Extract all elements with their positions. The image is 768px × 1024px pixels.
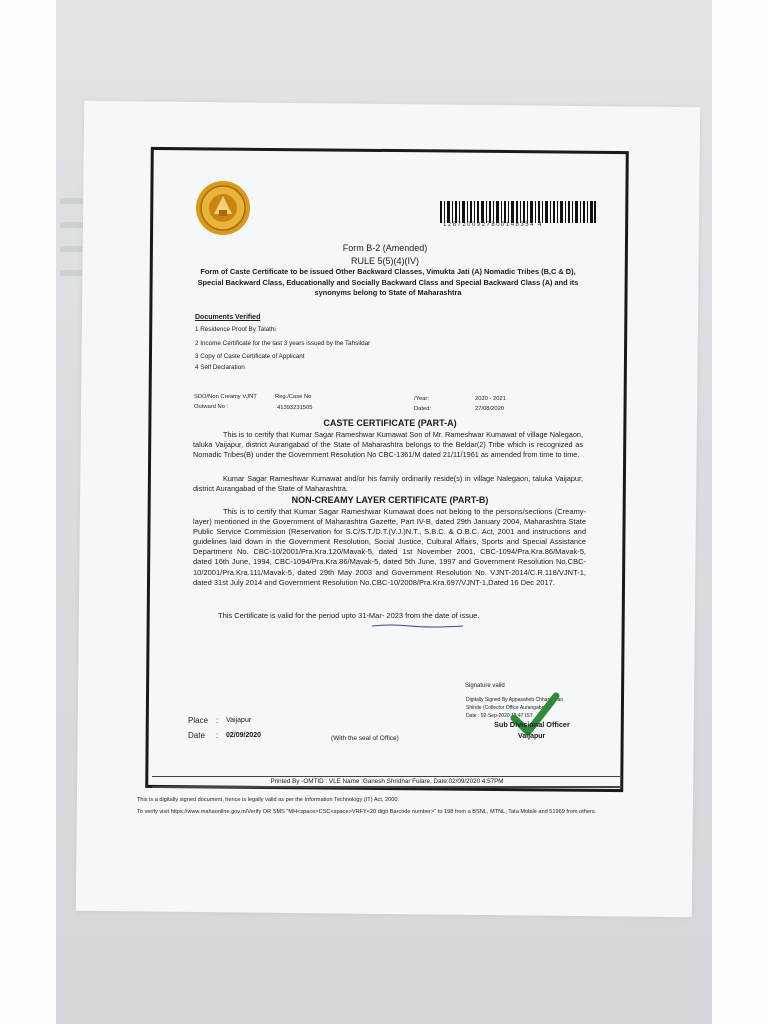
part-b-paragraph: This is to certify that Kumar Sagar Rameshwar Kumawat does not belong to the persons/sections (Creamy-layer) mentioned in the Government of Maharashtra Gazette, Part IV-B, dated 29th January 2004, Maharashtra State Public Service Commission (Reservation for S.C/S.T./D.T.(V.J.)N.T., S.B.C. & O.B.C. Act, 2001 and instructions and guidelines laid down in the Government Resolution, Social Justice, Cultural Affairs, Sports and Special Assistance Department No. CBC-10/2001/Pra.Kra.120/Mavak-5, dated 1st November 2001, CBC-1094/Pra.Kra.86/Mavak-5, dated 16th June, 1994, CBC-1094/Pra.Kra.86/Mavak-5, dated 5th June, 1997 and Government Resolution No.CBC- 10/2001/Pra.Kra.111/Mavak-5, dated 29th May 2003 and Government Resolution No. VJNT-2014/C.R.118/VJNT-1, dated 31st July 2014 and Government Resolution No.CBC-10/2008/Pra.Kra.697/VJNT-1,Dated 16 Dec 2017.	[193, 507, 586, 587]
signer-office: Shinde (Collector Office Aurangabad)	[466, 705, 549, 711]
seal-note: (With the seal of Office)	[331, 735, 399, 742]
signature-valid-label: Signature valid	[465, 683, 505, 689]
document-item: 2 Income Certificate for the last 3 years issued by the Tahsildar	[195, 340, 371, 347]
part-a-residence: Kumar Sagar Rameshwar Kumawat and/or his family ordinarily reside(s) in village Nalegaon, taluka Vaijapur, district Aurangabad of the State of Maharashtra.	[193, 474, 583, 493]
date-colon: :	[216, 731, 219, 740]
background-left	[0, 0, 56, 1024]
date-label: Date	[188, 731, 205, 740]
outward-value: 41393231505	[277, 405, 313, 411]
background-right	[712, 0, 768, 1024]
dated-label: Dated:	[414, 406, 432, 412]
legal-validity-note: This is a digitally signed document, hence is legally valid as per the Information Technology (IT) Act, 2000.	[137, 797, 400, 803]
year-label: /Year:	[414, 396, 429, 402]
validity-statement: This Certificate is valid for the period upto 31-Mar- 2023 from the date of issue.	[218, 611, 480, 620]
part-b-title: NON-CREAMY LAYER CERTIFICATE (PART-B)	[291, 495, 489, 505]
signed-by: Digitally Signed By Appasaheb Chhagenrao	[466, 697, 564, 703]
signature-date: Date : 02-Sep-2020 18:47 IST	[466, 713, 533, 719]
officer-office: Vaijapur	[518, 733, 546, 740]
documents-heading: Documents Verified	[195, 314, 261, 321]
part-a-paragraph: This is to certify that Kumar Sagar Rameshwar Kumawat Son of Mr. Rameshwar Kumawat of village Nalegaon, taluka Vaijapur, district Aurangabad of the State of Maharashtra belongs to the Beldar(2) Tribe which is recognized as Nomadic Tribes(B) under the Government Resolution No CBC-1361/M dated 21/11/1961 as amended from time to time.	[193, 430, 583, 459]
form-title: Form B-2 (Amended)	[342, 243, 428, 253]
document-item: 4 Self Declaration	[195, 364, 245, 371]
document-item: 3 Copy of Caste Certificate of Applicant	[195, 353, 305, 360]
rule-reference: RULE 5(5)(4)(IV)	[350, 256, 419, 266]
place-colon: :	[216, 716, 219, 725]
barcode-number: 1287200927800148354 4	[443, 222, 543, 228]
part-a-title: CASTE CERTIFICATE (PART-A)	[323, 418, 457, 428]
outward-label: Outward No :	[194, 404, 229, 410]
underline-mark	[370, 624, 465, 628]
place-value: Vaijapur	[226, 717, 252, 724]
signature-check-icon	[510, 692, 560, 738]
certificate-type: SDO/Non Creamy VJNT	[194, 394, 257, 400]
date-value: 02/09/2020	[226, 732, 262, 739]
dated-value: 27/08/2020	[475, 406, 505, 412]
year-value: 2020 - 2021	[475, 396, 506, 402]
form-description: Form of Caste Certificate to be issued Other Backward Classes, Vimukta Jati (A) Nomadic Tribes (B,C & D), Special Backward Class, Educationally and Socially Backward Class and Special Backward Class (A) and its synonyms belong to State of Maharashtra	[197, 267, 579, 297]
government-seal-icon	[194, 180, 252, 236]
reg-case-label: Reg./Case No	[275, 394, 312, 400]
officer-title: Sub Divisional Officer	[494, 720, 570, 729]
verification-instructions: To verify visit https://www.mahaonline.gov.in/Verify OR SMS "MH<space>CSC<space>VRFY<20 digit Barcode number>" to 198 from a BSNL, MTNL, Tata Mobile and 51969 from others.	[137, 809, 597, 815]
document-item: 1 Residence Proof By Talathi	[195, 326, 276, 333]
place-label: Place	[188, 716, 209, 725]
printed-by: Printed By -OMTID : VLE Name :Ganesh Shridhar Fulare, Date:02/09/2020 4:57PM	[152, 776, 622, 788]
barcode	[440, 201, 596, 223]
